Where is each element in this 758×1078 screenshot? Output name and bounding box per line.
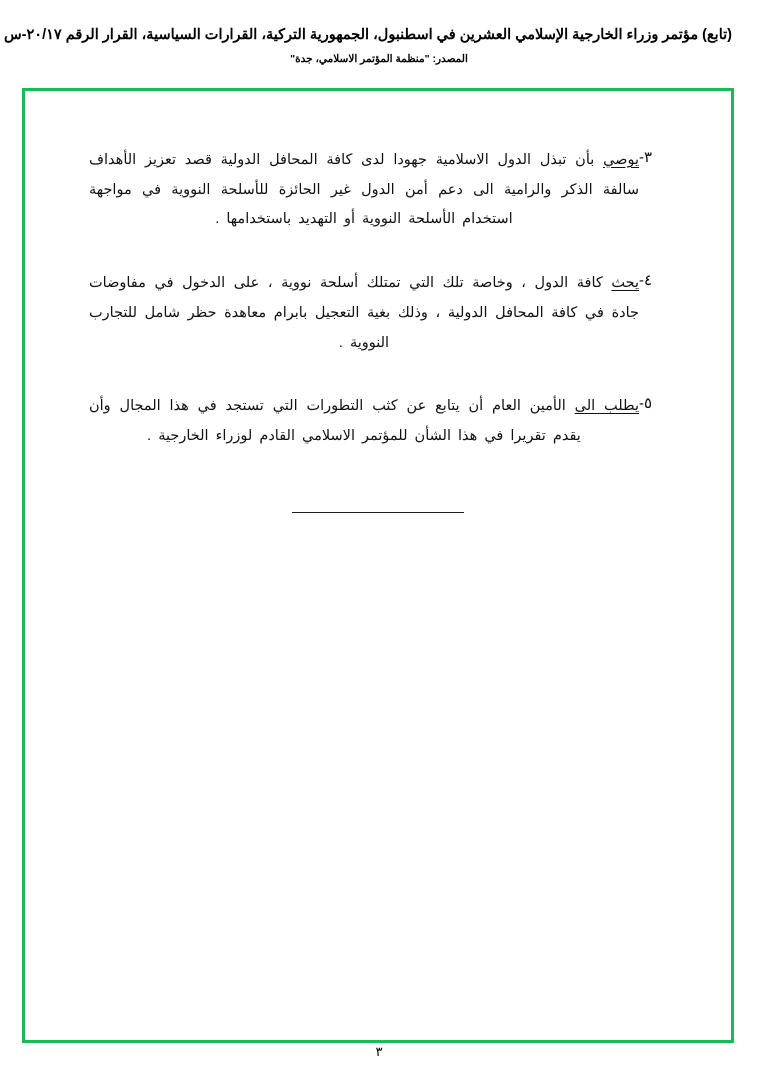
clause-text: يحث كافة الدول ، وخاصة تلك التي تمتلك أسلحة نووية ، على الدخول في مفاوضات جادة في كافة المحافل الدولية ، وذلك بغية التعجيل بابرام معاهدة حظر شامل للتجارب النووية . (89, 275, 639, 351)
clause-number: ٣- (639, 149, 653, 166)
document-header (0, 26, 758, 65)
clause-item (83, 269, 673, 358)
document-frame (22, 88, 734, 1043)
page-number: ٣ (375, 1044, 383, 1059)
clause-text: يطلب الى الأمين العام أن يتابع عن كثب التطورات التي تستجد في هذا المجال وأن يقدم تقريرا في هذا الشأن للمؤتمر الاسلامي القادم لوزراء الخارجية . (89, 398, 639, 445)
header-title: (تابع) مؤتمر وزراء الخارجية الإسلامي العشرين في اسطنبول، الجمهورية التركية، القرارات السياسية، القرار الرقم ٢٠/١٧-س (3, 27, 732, 43)
clause-item (83, 392, 673, 451)
clause-text: يوصي بأن تبذل الدول الاسلامية جهودا لدى كافة المحافل الدولية قصد تعزيز الأهداف سالفة الذكر والرامية الى دعم أمن الدول غير الحائزة للأسلحة النووية في مواجهة استخدام الأسلحة النووية أو التهديد باستخدامها . (89, 152, 639, 228)
separator-wrap (83, 512, 673, 513)
horizontal-rule (292, 512, 464, 513)
clause-body (83, 392, 639, 451)
document-content (83, 146, 673, 513)
header-source: المصدر: "منظمة المؤتمر الاسلامي، جدة" (290, 52, 468, 65)
clause-item (83, 146, 673, 235)
clause-body (83, 269, 639, 358)
clause-body (83, 146, 639, 235)
clause-number: ٥- (639, 395, 653, 413)
clause-number: ٤- (639, 272, 653, 290)
